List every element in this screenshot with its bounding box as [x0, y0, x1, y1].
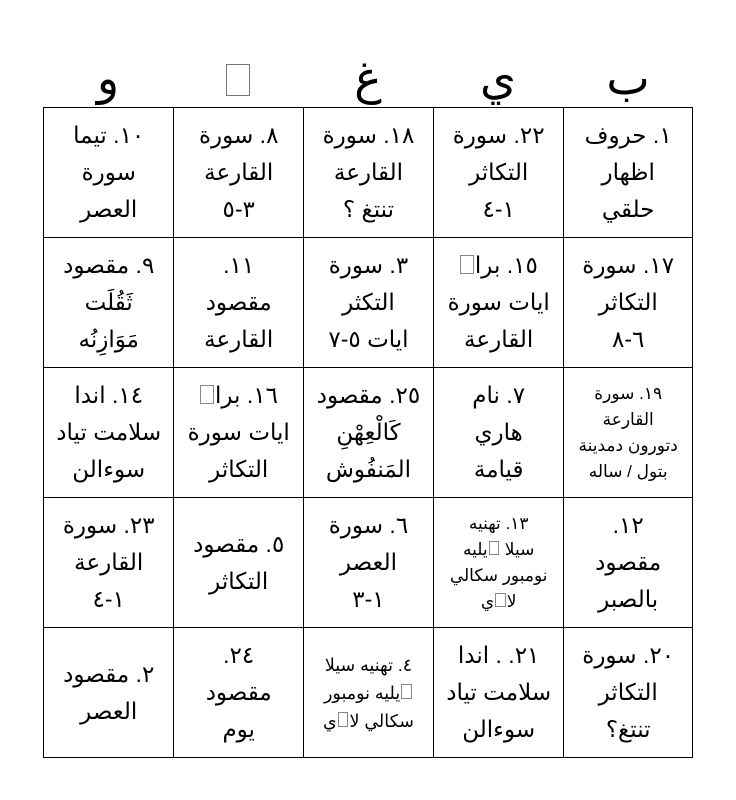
cell-text-line: نومبور سكالي: [449, 565, 548, 585]
cell-text-line: اظهار: [601, 159, 655, 185]
cell-text-line: ٦-٨: [611, 326, 645, 352]
missing-glyph-icon: [338, 712, 349, 727]
bingo-cell[interactable]: [44, 368, 174, 498]
bingo-cell[interactable]: [433, 498, 563, 628]
bingo-cell[interactable]: [564, 498, 693, 628]
bingo-cell[interactable]: [174, 498, 304, 628]
bingo-header: [43, 48, 693, 106]
cell-text-line: القارعة: [464, 326, 534, 352]
cell-text-line: ١. حروف: [584, 122, 672, 148]
cell-text-line: سيلا يليه: [462, 539, 535, 559]
cell-text-line: بتول / ساله: [588, 461, 668, 481]
header-letter-waw: و: [96, 52, 120, 104]
bingo-cell[interactable]: [44, 498, 174, 628]
cell-text-line: ١٩. سورة: [594, 383, 663, 403]
grid-row: [44, 368, 693, 498]
cell-text-line: ١٥. برا: [438, 247, 559, 284]
bingo-cell[interactable]: [303, 238, 433, 368]
cell-text-line: العصر: [80, 697, 138, 724]
bingo-cell[interactable]: [44, 108, 174, 238]
bingo-cell[interactable]: [174, 368, 304, 498]
cell-text-line: كَالْعِهْنِ: [336, 419, 401, 445]
cell-text-line: ايات سورة: [447, 289, 550, 315]
cell-text-line: سلامت تياد: [446, 679, 552, 705]
cell-text-line: ٢٤.: [223, 642, 255, 668]
cell-text-line: ٧. نام: [472, 382, 526, 408]
cell-text-line: القارعة: [74, 549, 144, 575]
cell-text-line: سكالي لاي: [323, 710, 414, 731]
cell-text-line: القارعة: [602, 409, 654, 429]
cell-text-line: ١٧. سورة: [582, 252, 675, 278]
cell-text-line: ١-٤: [482, 196, 515, 222]
bingo-cell[interactable]: [303, 628, 433, 758]
cell-text-line: ايات سورة: [187, 419, 290, 445]
cell-text-line: ٩. مقصود: [63, 252, 155, 278]
cell-text-line: ١٦. برا: [178, 377, 299, 414]
header-letter-ya: ي: [479, 52, 516, 104]
missing-glyph-icon: [489, 541, 500, 556]
bingo-cell[interactable]: [44, 628, 174, 758]
cell-text-line: المَنفُوش: [325, 456, 412, 482]
bingo-grid: [43, 107, 693, 758]
cell-text-line: ١٠. تيما: [73, 122, 145, 148]
bingo-cell[interactable]: [303, 108, 433, 238]
bingo-cell[interactable]: [564, 628, 693, 758]
grid-row: [44, 108, 693, 238]
bingo-cell[interactable]: [564, 368, 693, 498]
bingo-cell[interactable]: [433, 368, 563, 498]
cell-text-line: ثَقُلَت: [84, 289, 133, 315]
header-letter-ghain: غ: [354, 52, 382, 104]
cell-text-line: ٢. مقصود: [63, 660, 155, 687]
cell-text-line: سوءالن: [72, 456, 146, 482]
cell-text-line: ٨. سورة: [198, 122, 279, 148]
cell-text-line: ١١.: [223, 252, 255, 278]
cell-text-line: القارعة: [204, 159, 274, 185]
cell-text-line: ١٨. سورة: [322, 122, 415, 148]
bingo-cell[interactable]: [433, 108, 563, 238]
cell-text-line: العصر: [80, 196, 138, 222]
cell-text-line: دتورون دمدينة: [578, 435, 678, 455]
cell-text-line: ٣. سورة: [328, 252, 409, 278]
bingo-cell[interactable]: [303, 368, 433, 498]
cell-text-line: بالصبر: [598, 586, 659, 612]
cell-text-line: ١٣. تهنيه: [468, 513, 529, 533]
cell-text-line: العصر: [339, 549, 398, 575]
cell-text-line: ٢٠. سورة: [582, 642, 675, 668]
cell-text-line: ٢٣. سورة: [62, 512, 155, 538]
cell-text-line: تنتغ ؟: [342, 196, 395, 222]
cell-text-line: ١٢.: [612, 512, 644, 538]
bingo-cell[interactable]: [564, 238, 693, 368]
cell-text-line: سوءالن: [462, 716, 536, 742]
cell-text-line: ٤. تهنيه سيلا: [324, 654, 413, 675]
cell-text-line: مقصود: [205, 679, 272, 705]
cell-text-line: ٢١. . اندا: [457, 642, 540, 668]
cell-text-line: ١-٤: [92, 586, 125, 612]
bingo-cell[interactable]: [433, 628, 563, 758]
grid-row: [44, 238, 693, 368]
bingo-cell[interactable]: [564, 108, 693, 238]
cell-text-line: ٥. مقصود: [193, 530, 285, 557]
bingo-cell[interactable]: [44, 238, 174, 368]
cell-text-line: ١٤. اندا: [74, 382, 144, 408]
cell-text-line: التكاثر: [209, 456, 269, 482]
bingo-cell[interactable]: [174, 238, 304, 368]
header-letter-missing-glyph: [173, 48, 303, 106]
bingo-cell[interactable]: [174, 628, 304, 758]
bingo-cell[interactable]: [303, 498, 433, 628]
cell-text-line: يليه نومبور: [308, 679, 429, 707]
cell-text-line: ٢٢. سورة: [452, 122, 545, 148]
grid-row: [44, 498, 693, 628]
missing-glyph-icon: [460, 255, 474, 274]
cell-text-line: التكاثر: [598, 289, 658, 315]
cell-text-line: التكاثر: [209, 567, 269, 594]
cell-text-line: القارعة: [333, 159, 404, 185]
bingo-cell[interactable]: [174, 108, 304, 238]
cell-text-line: مقصود: [595, 549, 662, 575]
cell-text-line: حلقي: [601, 196, 655, 222]
cell-text-line: يوم: [222, 716, 255, 742]
bingo-cell[interactable]: [433, 238, 563, 368]
missing-glyph-icon: [200, 385, 214, 404]
missing-glyph-icon: [495, 593, 506, 608]
cell-text-line: قيامة: [473, 456, 524, 482]
cell-text-line: القارعة: [204, 326, 274, 352]
cell-text-line: التكاثر: [598, 679, 658, 705]
grid-row: [44, 628, 693, 758]
cell-text-line: مَوَازِنُه: [78, 326, 139, 352]
cell-text-line: التكثر: [342, 289, 395, 315]
cell-text-line: هاري: [474, 419, 523, 445]
cell-text-line: لاي: [480, 591, 517, 611]
cell-text-line: سلامت تياد: [56, 419, 162, 445]
header-letter-ba: ب: [606, 52, 650, 104]
cell-text-line: ٢٥. مقصود: [316, 382, 421, 408]
cell-text-line: ٦. سورة: [328, 512, 409, 538]
cell-text-line: ١-٣: [352, 586, 385, 612]
cell-text-line: التكاثر: [469, 159, 529, 185]
missing-glyph-icon: [226, 64, 250, 96]
cell-text-line: تنتغ؟: [605, 716, 651, 742]
missing-glyph-icon: [401, 684, 412, 699]
cell-text-line: مقصود: [205, 289, 272, 315]
cell-text-line: ٣-٥: [222, 196, 255, 222]
cell-text-line: سورة: [81, 159, 136, 185]
cell-text-line: ايات ٥-٧: [328, 326, 409, 352]
